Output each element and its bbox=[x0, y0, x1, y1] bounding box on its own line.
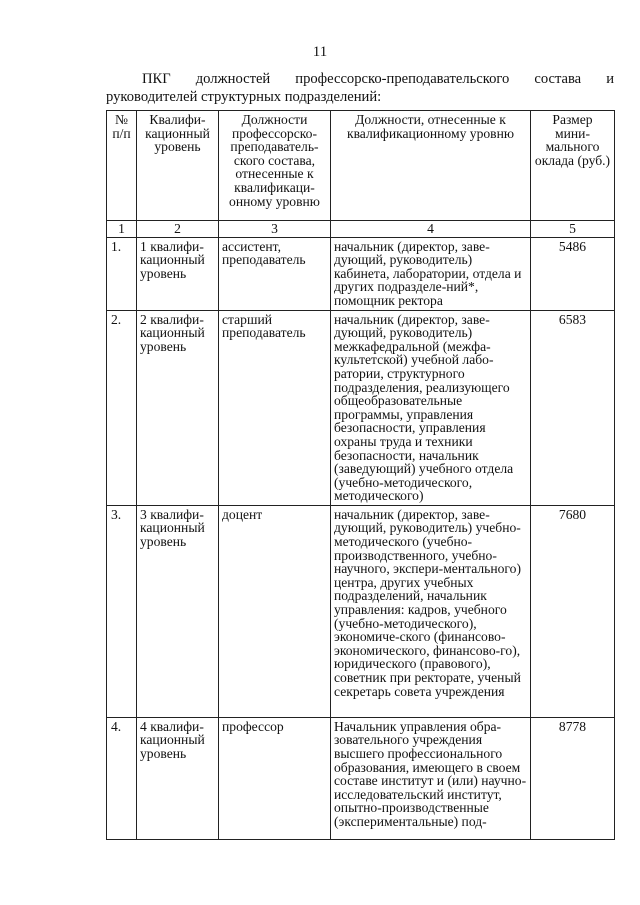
column-number: 1 bbox=[107, 221, 137, 238]
row-positions-cell bbox=[331, 717, 531, 839]
column-number: 4 bbox=[331, 221, 531, 238]
row-number: 4. bbox=[107, 717, 137, 839]
column-number-row bbox=[107, 221, 615, 238]
table-row bbox=[107, 717, 615, 839]
row-teaching-positions: ассистент, преподаватель bbox=[219, 237, 331, 310]
row-number: 1. bbox=[107, 237, 137, 310]
header-positions: Должности, отнесенные к квалификационному уровню bbox=[331, 111, 531, 221]
column-number: 3 bbox=[219, 221, 331, 238]
page-number: 11 bbox=[312, 44, 328, 60]
row-positions: начальник (директор, заве-дующий, руководитель) кабинета, лаборатории, отдела и других подразделе-ний*, помощник ректора bbox=[331, 237, 531, 310]
row-positions: начальник (директор, заве-дующий, руководитель) межкафедральной (межфа-культетской) учебной лабо-ратории, структурного подразделения, реализующего общеобразовательные программы, управления безопасности, управления охраны труда и техники безопасности, начальник (заведующий) учебного отдела (учебно-методического, методического) bbox=[331, 310, 531, 505]
row-salary: 7680 bbox=[531, 505, 615, 717]
row-level: 4 квалифи-кационный уровень bbox=[137, 717, 219, 839]
row-positions: начальник (директор, заве-дующий, руководитель) учебно-методического (учебно-производственного, учебно-научного, экспери-ментального) центра, других учебных подразделений, начальник управления: кадров, учебного (учебно-методического), экономиче-ского (финансово-экономического, финансово-го), юридического (правового), советник при ректорате, ученый секретарь совета учреждения bbox=[331, 505, 531, 717]
header-salary: Размер мини-мального оклада (руб.) bbox=[531, 111, 615, 221]
row-salary: 8778 bbox=[531, 717, 615, 839]
table-row bbox=[107, 237, 615, 310]
column-number: 2 bbox=[137, 221, 219, 238]
row-teaching-positions: старший преподаватель bbox=[219, 310, 331, 505]
row-level: 1 квалифи-кационный уровень bbox=[137, 237, 219, 310]
table-heading: ПКГ должностей профессорско-преподавательского состава и руководителей структурных подразделений: bbox=[106, 71, 614, 105]
header-level: Квалифи-кационный уровень bbox=[137, 111, 219, 221]
row-number: 3. bbox=[107, 505, 137, 717]
salary-table bbox=[106, 110, 615, 840]
column-number: 5 bbox=[531, 221, 615, 238]
header-row bbox=[107, 111, 615, 221]
row-salary: 6583 bbox=[531, 310, 615, 505]
row-level: 3 квалифи-кационный уровень bbox=[137, 505, 219, 717]
row-number: 2. bbox=[107, 310, 137, 505]
row-teaching-positions: доцент bbox=[219, 505, 331, 717]
table-row bbox=[107, 505, 615, 717]
row-level: 2 квалифи-кационный уровень bbox=[137, 310, 219, 505]
row-salary: 5486 bbox=[531, 237, 615, 310]
row-positions: Начальник управления обра-зовательного учреждения высшего профессионального образования, имеющего в своем составе институт и (или) научно-исследовательский институт, опытно-производственные (экспериментальные) под- bbox=[334, 719, 527, 830]
row-teaching-positions: профессор bbox=[219, 717, 331, 839]
header-number: № п/п bbox=[107, 111, 137, 221]
table-row bbox=[107, 310, 615, 505]
header-teaching-positions: Должности профессорско-преподаватель-ского состава, отнесенные к квалификаци-онному уровню bbox=[219, 111, 331, 221]
